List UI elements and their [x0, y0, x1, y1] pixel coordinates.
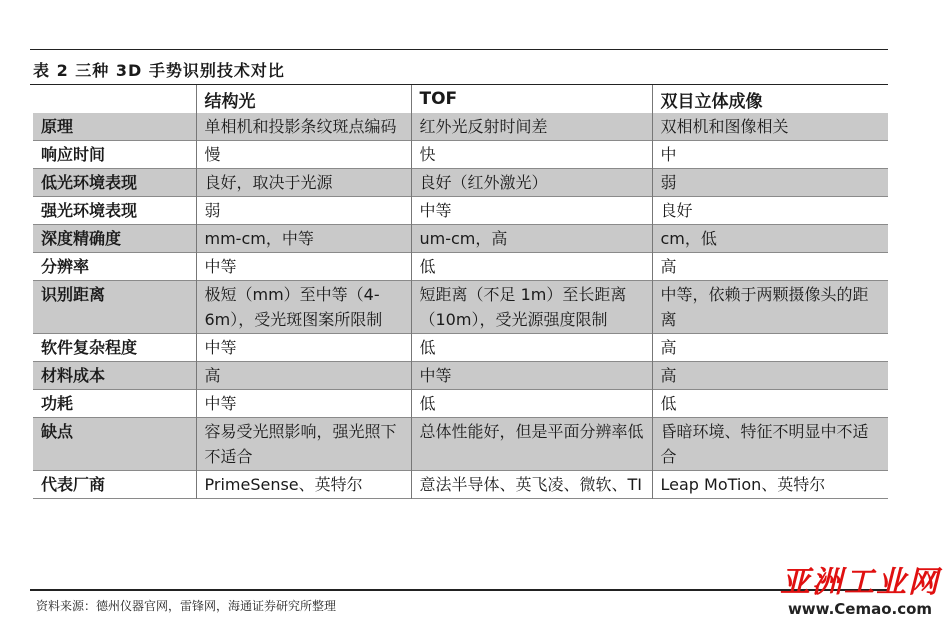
- table-cell: 中等: [411, 197, 652, 225]
- table-cell: 中等: [411, 362, 652, 390]
- row-label: 缺点: [33, 418, 196, 471]
- table-row: [33, 169, 888, 197]
- table-cell: 双相机和图像相关: [652, 113, 888, 141]
- table-cell: 高: [652, 334, 888, 362]
- table-cell: 良好: [652, 197, 888, 225]
- table-cell: 低: [652, 390, 888, 418]
- table-cell: 弱: [652, 169, 888, 197]
- table-row: [33, 281, 888, 334]
- row-label: 原理: [33, 113, 196, 141]
- row-label: 识别距离: [33, 281, 196, 334]
- table-cell: 红外光反射时间差: [411, 113, 652, 141]
- table-cell: 中等，依赖于两颗摄像头的距离: [652, 281, 888, 334]
- table-cell: 低: [411, 334, 652, 362]
- header-cell: TOF: [411, 85, 652, 113]
- header-cell: 双目立体成像: [652, 85, 888, 113]
- table-cell: 高: [196, 362, 411, 390]
- table-cell: PrimeSense、英特尔: [196, 471, 411, 499]
- header-cell: 结构光: [196, 85, 411, 113]
- table-row: [33, 390, 888, 418]
- row-label: 分辨率: [41, 257, 90, 276]
- table-cell: Leap MoTion、英特尔: [652, 471, 888, 499]
- header-row: [33, 85, 888, 113]
- table-cell: 快: [411, 141, 652, 169]
- table-cell: 慢: [196, 141, 411, 169]
- row-label: 深度精确度: [33, 225, 196, 253]
- table-cell: 中等: [196, 253, 411, 281]
- table-row: [33, 113, 888, 141]
- watermark: [780, 566, 940, 618]
- table-cell: cm，低: [652, 225, 888, 253]
- table-cell: 单相机和投影条纹斑点编码: [196, 113, 411, 141]
- table-cell: 中等: [196, 334, 411, 362]
- table-cell: 低: [411, 390, 652, 418]
- table-cell: 弱: [196, 197, 411, 225]
- table-row: [33, 225, 888, 253]
- comparison-table: [33, 85, 888, 499]
- table-cell: 低: [411, 253, 652, 281]
- table-row: [33, 141, 888, 169]
- watermark-url: www.Cemao.com: [787, 600, 933, 618]
- bottom-rule: [30, 589, 888, 591]
- table-row: [33, 418, 888, 471]
- table-cell: 容易受光照影响，强光照下不适合: [196, 418, 411, 471]
- row-label: 低光环境表现: [33, 169, 196, 197]
- row-label: 响应时间: [41, 145, 106, 164]
- table-cell: um-cm，高: [411, 225, 652, 253]
- table-cell: 短距离（不足 1m）至长距离（10m），受光源强度限制: [411, 281, 652, 334]
- row-label: 代表厂商: [41, 475, 106, 494]
- table-row: [33, 471, 888, 499]
- table-row: [33, 197, 888, 225]
- table-title: 表 2 三种 3D 手势识别技术对比: [33, 61, 285, 80]
- table-cell: 极短（mm）至中等（4-6m），受光斑图案所限制: [196, 281, 411, 334]
- table-row: [33, 362, 888, 390]
- table-cell: 高: [652, 362, 888, 390]
- row-label: 功耗: [41, 394, 74, 413]
- table-cell: 总体性能好，但是平面分辨率低: [411, 418, 652, 471]
- table-cell: 良好（红外激光）: [411, 169, 652, 197]
- header-cell: [33, 85, 196, 113]
- top-rule: [30, 49, 888, 50]
- table-cell: 中等: [196, 390, 411, 418]
- table-cell: 意法半导体、英飞凌、微软、TI: [411, 471, 652, 499]
- table-cell: mm-cm，中等: [196, 225, 411, 253]
- row-label: 强光环境表现: [41, 201, 138, 220]
- table-cell: 昏暗环境、特征不明显中不适合: [652, 418, 888, 471]
- table-cell: 良好，取决于光源: [196, 169, 411, 197]
- row-label: 软件复杂程度: [41, 338, 138, 357]
- table-row: [33, 253, 888, 281]
- table-row: [33, 334, 888, 362]
- row-label: 材料成本: [33, 362, 196, 390]
- table-cell: 中: [652, 141, 888, 169]
- source-note: 资料来源：德州仪器官网，雷锋网，海通证券研究所整理: [36, 599, 337, 613]
- table-cell: 高: [652, 253, 888, 281]
- watermark-logo: 亚洲工业网: [780, 565, 940, 600]
